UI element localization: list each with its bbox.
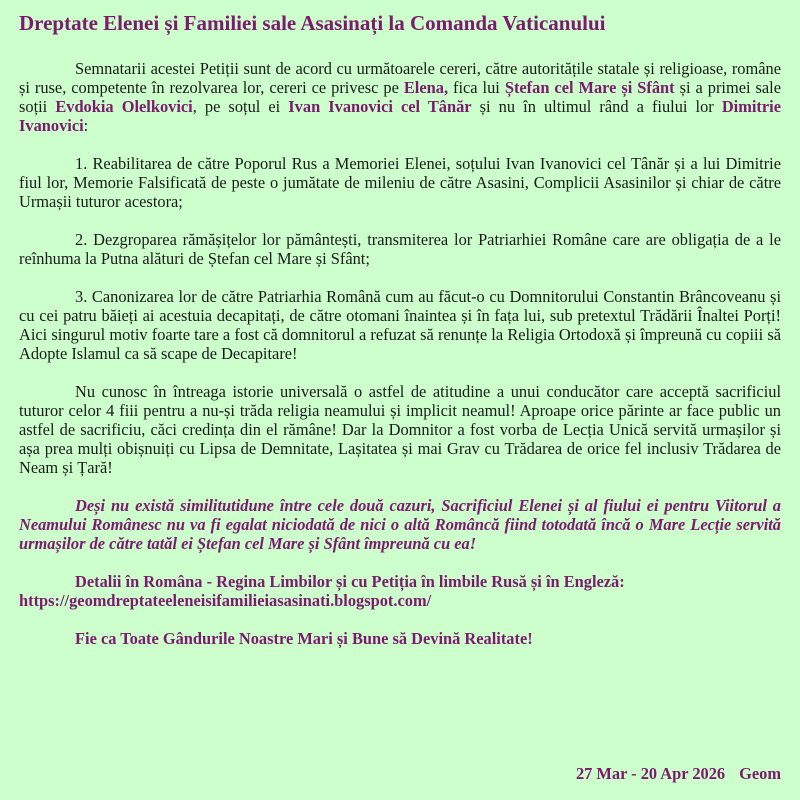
blog-link[interactable]: https://geomdreptateeleneisifamilieiasasinati.blogspot.com/ bbox=[19, 591, 432, 610]
intro-text: , pe soțul ei bbox=[192, 97, 289, 116]
name-elena: Elena, bbox=[403, 78, 449, 97]
demand-item-2: 2. Dezgroparea rămășițelor lor pământești, transmiterea lor Patriarhiei Române care are obligația de a le reînhuma la Putna alături de Ștefan cel Mare și Sfânt; bbox=[19, 230, 781, 268]
intro-text: și a primei sale soții bbox=[19, 78, 781, 116]
closing-wish: Fie ca Toate Gândurile Noastre Mari și Bune să Devină Realitate! bbox=[75, 629, 533, 648]
intro-text: și nu în ultimul rând a fiului lor bbox=[471, 97, 722, 116]
author-signature: Geom bbox=[739, 764, 781, 783]
details-label: Detalii în Româna - Regina Limbilor și cu Petiția în limbile Rusă și în Engleză: bbox=[75, 572, 625, 591]
signature-line bbox=[576, 764, 781, 783]
name-stefan: Ștefan cel Mare și Sfânt bbox=[504, 78, 675, 97]
emphasis-paragraph: Deși nu există similitutidune între cele două cazuri, Sacrificiul Elenei și al fiului ei pentru Viitorul a Neamului Românesc nu va fi egalat niciodată de nici o altă Româncă fiind totodată încă o Mare Lecție servită urmașilor de către tatăl ei Ștefan cel Mare și Sfânt împreună cu ea! bbox=[19, 496, 781, 553]
petition-body bbox=[19, 59, 781, 648]
reflection-paragraph: Nu cunosc în întreaga istorie universală o astfel de atitudine a unui conducător care acceptă sacrificiul tuturor celor 4 fiii pentru a nu-și trăda religia neamului și implicit neamul! Aproape orice părinte ar face public un astfel de sacrificiu, căci credința din el rămâne! Dar la Domnitor a fost vorba de Lecția Unică servită urmașilor și așa prea mulți obișnuiți cu Lipsa de Demnitate, Lașitatea și mai Grav cu Trădarea de orice fel inclusiv Trădarea de Neam și Țară! bbox=[19, 382, 781, 477]
intro-text: fica lui bbox=[448, 78, 505, 97]
details-block bbox=[19, 572, 781, 610]
intro-text: Semnatarii acestei Petiții sunt de acord cu următoarele cereri, către autoritățile statale și religioase, române și ruse, competente în rezolvarea lor, cereri ce privesc pe bbox=[19, 59, 781, 97]
page-title: Dreptate Elenei și Familiei sale Asasinați la Comanda Vaticanului bbox=[19, 11, 606, 35]
name-ivan: Ivan Ivanovici cel Tânăr bbox=[288, 97, 472, 116]
name-evdokia: Evdokia Olelkovici bbox=[55, 97, 193, 116]
demand-item-3: 3. Canonizarea lor de către Patriarhia Română cum au făcut-o cu Domnitorului Constantin Brâncoveanu și cu cei patru băieți ai acestuia decapitați, de către otomani înaintea și în fața lui, sub pretextul Trădării Înaltei Porți! Aici singurul motiv foarte tare a fost că domnitorul a refuzat să renunțe la Religia Ortodoxă și împreună cu copiii să Adopte Islamul ca să scape de Decapitare! bbox=[19, 287, 781, 363]
intro-paragraph bbox=[19, 59, 781, 135]
demand-item-1: 1. Reabilitarea de către Poporul Rus a Memoriei Elenei, soțului Ivan Ivanovici cel Tânăr și a lui Dimitrie fiul lor, Memorie Falsificată de peste o jumătate de mileniu de către Asasini, Complicii Asasinilor și chiar de către Urmașii tuturor acestora; bbox=[19, 154, 781, 211]
intro-text: : bbox=[83, 116, 89, 135]
name-dimitrie: Dimitrie Ivanovici bbox=[19, 97, 781, 135]
petition-dates: 27 Mar - 20 Apr 2026 bbox=[575, 764, 726, 783]
